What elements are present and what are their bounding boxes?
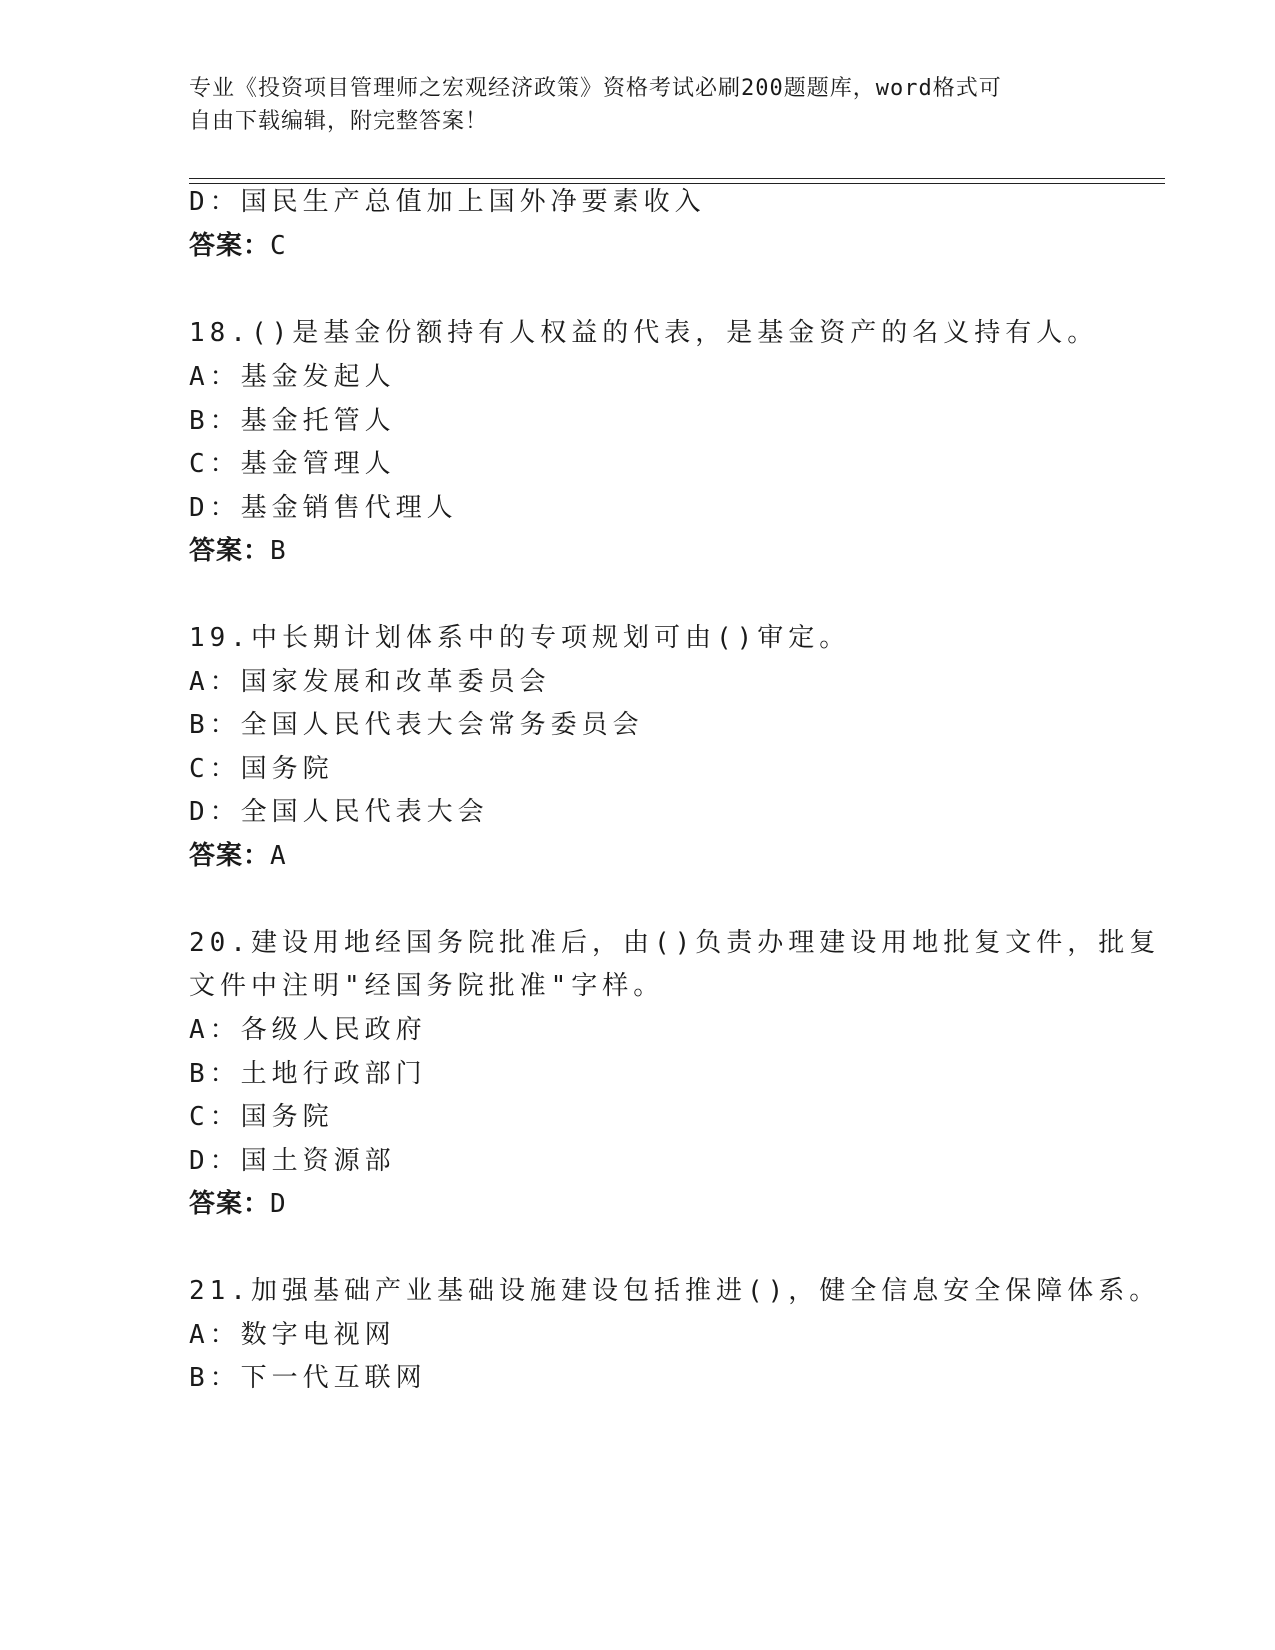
question-19-option-b: B：全国人民代表大会常务委员会 — [189, 710, 644, 740]
question-18-stem: 18.()是基金份额持有人权益的代表，是基金资产的名义持有人。 — [189, 318, 1099, 348]
question-18-option-b: B：基金托管人 — [189, 406, 396, 436]
question-20-stem-line-1: 20.建设用地经国务院批准后，由()负责办理建设用地批复文件，批复 — [189, 928, 1161, 958]
answer-label: 答案： — [189, 536, 271, 566]
answer-value: C — [270, 231, 288, 261]
question-20-answer — [189, 1187, 288, 1221]
document-header — [189, 72, 1089, 138]
question-21-option-b: B：下一代互联网 — [189, 1363, 427, 1393]
answer-label: 答案： — [189, 1189, 271, 1219]
prev-option-d: D：国民生产总值加上国外净要素收入 — [189, 187, 706, 217]
prev-answer — [189, 229, 288, 263]
question-20-stem-line-2: 文件中注明"经国务院批准"字样。 — [189, 971, 665, 1001]
question-20-option-c: C：国务院 — [189, 1102, 334, 1132]
question-21-stem: 21.加强基础产业基础设施建设包括推进()，健全信息安全保障体系。 — [189, 1276, 1161, 1306]
question-21-option-a: A：数字电视网 — [189, 1320, 396, 1350]
question-20-option-a: A：各级人民政府 — [189, 1015, 427, 1045]
question-19-answer — [189, 839, 288, 873]
question-18-option-c: C：基金管理人 — [189, 449, 396, 479]
question-19-option-c: C：国务院 — [189, 754, 334, 784]
question-19-option-a: A：国家发展和改革委员会 — [189, 667, 551, 697]
header-divider-top — [189, 178, 1165, 179]
question-19-stem: 19.中长期计划体系中的专项规划可由()审定。 — [189, 623, 851, 653]
answer-value: D — [270, 1189, 288, 1219]
question-18-option-d: D：基金销售代理人 — [189, 493, 458, 523]
answer-label: 答案： — [189, 841, 271, 871]
question-19-option-d: D：全国人民代表大会 — [189, 797, 489, 827]
header-line-2: 自由下载编辑，附完整答案！ — [189, 109, 489, 134]
question-18-option-a: A：基金发起人 — [189, 362, 396, 392]
question-20-option-b: B：土地行政部门 — [189, 1059, 427, 1089]
answer-value: B — [270, 536, 288, 566]
answer-value: A — [270, 841, 288, 871]
header-divider-bottom — [189, 183, 1165, 184]
question-20-option-d: D：国土资源部 — [189, 1146, 396, 1176]
header-line-1: 专业《投资项目管理师之宏观经济政策》资格考试必刷200题题库，word格式可 — [189, 76, 1002, 101]
answer-label: 答案： — [189, 231, 271, 261]
question-18-answer — [189, 534, 288, 568]
